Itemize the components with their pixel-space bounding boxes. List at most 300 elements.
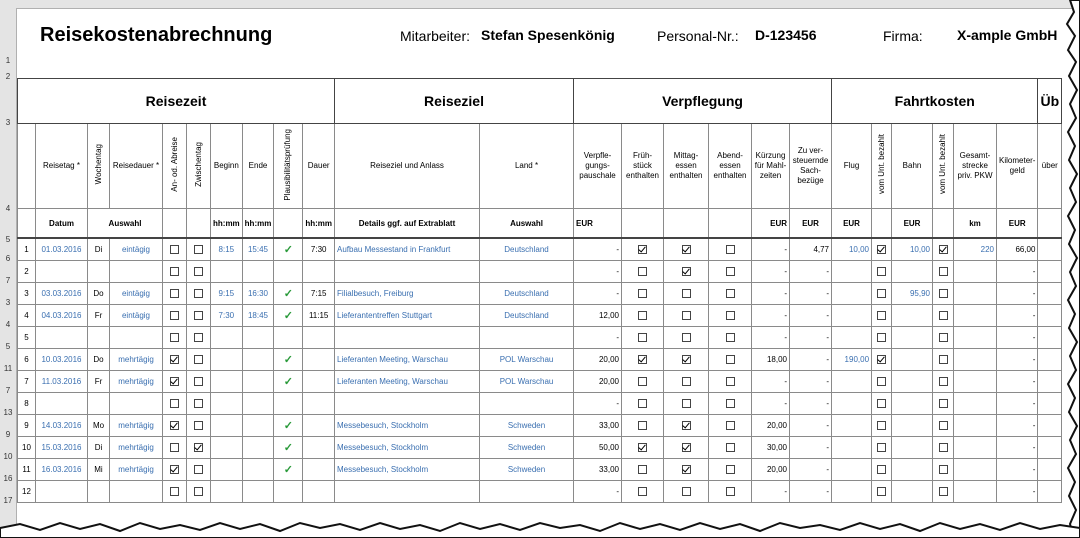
fruehstueck-checkbox[interactable] — [638, 245, 647, 254]
abendessen-cell[interactable] — [709, 481, 752, 503]
beginn-cell[interactable] — [211, 327, 243, 349]
beginn-cell[interactable]: 7:30 — [211, 305, 243, 327]
an-abreise-checkbox[interactable] — [170, 487, 179, 496]
company-name[interactable]: X-ample GmbH — [957, 27, 1058, 43]
row-number[interactable]: 7 — [5, 386, 11, 395]
zwischentag-cell[interactable] — [187, 349, 211, 371]
beginn-cell[interactable] — [211, 349, 243, 371]
zwischentag-checkbox[interactable] — [194, 333, 203, 342]
zwischentag-cell[interactable] — [187, 283, 211, 305]
abendessen-checkbox[interactable] — [726, 267, 735, 276]
abendessen-checkbox[interactable] — [726, 245, 735, 254]
abendessen-checkbox[interactable] — [726, 311, 735, 320]
flug-bezahlt-checkbox[interactable] — [877, 289, 886, 298]
flug-bezahlt-cell[interactable] — [872, 481, 892, 503]
bahn-bezahlt-cell[interactable] — [933, 349, 954, 371]
pkw-km-cell[interactable] — [954, 283, 997, 305]
an-abreise-cell[interactable] — [163, 437, 187, 459]
pkw-km-cell[interactable] — [954, 393, 997, 415]
reisedauer-cell[interactable]: mehrtägig — [110, 349, 163, 371]
pkw-km-cell[interactable] — [954, 437, 997, 459]
mittagessen-cell[interactable] — [664, 349, 709, 371]
bahn-bezahlt-checkbox[interactable] — [939, 245, 948, 254]
ende-cell[interactable] — [242, 415, 274, 437]
flug-bezahlt-cell[interactable] — [872, 459, 892, 481]
abendessen-cell[interactable] — [709, 261, 752, 283]
fruehstueck-cell[interactable] — [622, 283, 664, 305]
fruehstueck-cell[interactable] — [622, 371, 664, 393]
mittagessen-checkbox[interactable] — [682, 289, 691, 298]
bahn-bezahlt-cell[interactable] — [933, 437, 954, 459]
abendessen-checkbox[interactable] — [726, 355, 735, 364]
zwischentag-checkbox[interactable] — [194, 487, 203, 496]
beginn-cell[interactable] — [211, 415, 243, 437]
land-cell[interactable]: Deutschland — [480, 305, 574, 327]
pkw-km-cell[interactable] — [954, 305, 997, 327]
reiseziel-cell[interactable] — [335, 481, 480, 503]
an-abreise-cell[interactable] — [163, 327, 187, 349]
land-cell[interactable] — [480, 481, 574, 503]
bahn-bezahlt-cell[interactable] — [933, 305, 954, 327]
an-abreise-checkbox[interactable] — [170, 333, 179, 342]
abendessen-cell[interactable] — [709, 238, 752, 261]
land-cell[interactable] — [480, 261, 574, 283]
reisedauer-cell[interactable]: eintägig — [110, 305, 163, 327]
mittagessen-checkbox[interactable] — [682, 487, 691, 496]
ende-cell[interactable]: 18:45 — [242, 305, 274, 327]
abendessen-cell[interactable] — [709, 459, 752, 481]
an-abreise-cell[interactable] — [163, 283, 187, 305]
bahn-cell[interactable] — [892, 393, 933, 415]
abendessen-cell[interactable] — [709, 415, 752, 437]
zwischentag-checkbox[interactable] — [194, 465, 203, 474]
flug-bezahlt-checkbox[interactable] — [877, 465, 886, 474]
flug-cell[interactable] — [832, 415, 872, 437]
zwischentag-checkbox[interactable] — [194, 377, 203, 386]
bahn-cell[interactable] — [892, 349, 933, 371]
bahn-cell[interactable] — [892, 261, 933, 283]
flug-bezahlt-checkbox[interactable] — [877, 355, 886, 364]
reisedauer-cell[interactable]: eintägig — [110, 283, 163, 305]
mittagessen-cell[interactable] — [664, 393, 709, 415]
fruehstueck-checkbox[interactable] — [638, 333, 647, 342]
reisedauer-cell[interactable] — [110, 393, 163, 415]
bahn-bezahlt-checkbox[interactable] — [939, 487, 948, 496]
row-number[interactable]: 9 — [5, 430, 11, 439]
bahn-bezahlt-checkbox[interactable] — [939, 333, 948, 342]
ende-cell[interactable] — [242, 459, 274, 481]
zwischentag-cell[interactable] — [187, 327, 211, 349]
flug-bezahlt-checkbox[interactable] — [877, 311, 886, 320]
row-number[interactable]: 10 — [3, 452, 13, 461]
ende-cell[interactable] — [242, 371, 274, 393]
reisetag-cell[interactable]: 15.03.2016 — [36, 437, 88, 459]
beginn-cell[interactable]: 9:15 — [211, 283, 243, 305]
reisedauer-cell[interactable] — [110, 481, 163, 503]
flug-bezahlt-checkbox[interactable] — [877, 443, 886, 452]
zwischentag-checkbox[interactable] — [194, 289, 203, 298]
zwischentag-cell[interactable] — [187, 437, 211, 459]
land-cell[interactable]: POL Warschau — [480, 371, 574, 393]
zwischentag-cell[interactable] — [187, 305, 211, 327]
land-cell[interactable]: Schweden — [480, 415, 574, 437]
abendessen-checkbox[interactable] — [726, 289, 735, 298]
reisedauer-cell[interactable]: mehrtägig — [110, 415, 163, 437]
personnel-number[interactable]: D-123456 — [755, 27, 817, 43]
ende-cell[interactable] — [242, 437, 274, 459]
employee-name[interactable]: Stefan Spesenkönig — [481, 27, 615, 43]
row-number[interactable]: 17 — [3, 496, 13, 505]
bahn-cell[interactable]: 95,90 — [892, 283, 933, 305]
bahn-bezahlt-checkbox[interactable] — [939, 465, 948, 474]
mittagessen-cell[interactable] — [664, 371, 709, 393]
ende-cell[interactable] — [242, 349, 274, 371]
reisetag-cell[interactable]: 01.03.2016 — [36, 238, 88, 261]
beginn-cell[interactable] — [211, 371, 243, 393]
zwischentag-cell[interactable] — [187, 481, 211, 503]
reisetag-cell[interactable]: 11.03.2016 — [36, 371, 88, 393]
fruehstueck-cell[interactable] — [622, 261, 664, 283]
bahn-bezahlt-checkbox[interactable] — [939, 289, 948, 298]
abendessen-cell[interactable] — [709, 327, 752, 349]
an-abreise-checkbox[interactable] — [170, 289, 179, 298]
land-cell[interactable]: Schweden — [480, 459, 574, 481]
flug-bezahlt-checkbox[interactable] — [877, 399, 886, 408]
reiseziel-cell[interactable]: Aufbau Messestand in Frankfurt — [335, 238, 480, 261]
pkw-km-cell[interactable] — [954, 459, 997, 481]
an-abreise-cell[interactable] — [163, 305, 187, 327]
flug-bezahlt-cell[interactable] — [872, 305, 892, 327]
zwischentag-cell[interactable] — [187, 415, 211, 437]
reiseziel-cell[interactable]: Lieferantentreffen Stuttgart — [335, 305, 480, 327]
an-abreise-checkbox[interactable] — [170, 443, 179, 452]
abendessen-cell[interactable] — [709, 393, 752, 415]
reisetag-cell[interactable]: 10.03.2016 — [36, 349, 88, 371]
an-abreise-cell[interactable] — [163, 261, 187, 283]
zwischentag-checkbox[interactable] — [194, 443, 203, 452]
an-abreise-checkbox[interactable] — [170, 267, 179, 276]
reiseziel-cell[interactable] — [335, 393, 480, 415]
flug-cell[interactable] — [832, 371, 872, 393]
bahn-bezahlt-cell[interactable] — [933, 371, 954, 393]
flug-bezahlt-checkbox[interactable] — [877, 377, 886, 386]
an-abreise-checkbox[interactable] — [170, 465, 179, 474]
zwischentag-checkbox[interactable] — [194, 355, 203, 364]
abendessen-checkbox[interactable] — [726, 377, 735, 386]
mittagessen-cell[interactable] — [664, 437, 709, 459]
row-number[interactable]: 4 — [5, 320, 11, 329]
flug-bezahlt-cell[interactable] — [872, 371, 892, 393]
flug-bezahlt-cell[interactable] — [872, 283, 892, 305]
an-abreise-cell[interactable] — [163, 349, 187, 371]
ende-cell[interactable] — [242, 393, 274, 415]
row-number[interactable]: 5 — [5, 342, 11, 351]
reiseziel-cell[interactable]: Messebesuch, Stockholm — [335, 437, 480, 459]
fruehstueck-cell[interactable] — [622, 459, 664, 481]
mittagessen-cell[interactable] — [664, 459, 709, 481]
an-abreise-checkbox[interactable] — [170, 421, 179, 430]
flug-bezahlt-checkbox[interactable] — [877, 487, 886, 496]
zwischentag-cell[interactable] — [187, 261, 211, 283]
flug-bezahlt-cell[interactable] — [872, 327, 892, 349]
fruehstueck-checkbox[interactable] — [638, 377, 647, 386]
bahn-bezahlt-cell[interactable] — [933, 459, 954, 481]
fruehstueck-checkbox[interactable] — [638, 421, 647, 430]
land-cell[interactable]: Deutschland — [480, 238, 574, 261]
row-number[interactable]: 11 — [3, 364, 13, 373]
bahn-bezahlt-checkbox[interactable] — [939, 399, 948, 408]
ende-cell[interactable] — [242, 327, 274, 349]
flug-cell[interactable] — [832, 261, 872, 283]
bahn-cell[interactable] — [892, 371, 933, 393]
row-number[interactable]: 1 — [5, 56, 11, 65]
reisetag-cell[interactable]: 16.03.2016 — [36, 459, 88, 481]
bahn-bezahlt-checkbox[interactable] — [939, 377, 948, 386]
bahn-bezahlt-cell[interactable] — [933, 261, 954, 283]
reisedauer-cell[interactable] — [110, 261, 163, 283]
abendessen-checkbox[interactable] — [726, 465, 735, 474]
pkw-km-cell[interactable] — [954, 261, 997, 283]
reisedauer-cell[interactable]: mehrtägig — [110, 459, 163, 481]
pkw-km-cell[interactable] — [954, 415, 997, 437]
mittagessen-cell[interactable] — [664, 305, 709, 327]
flug-cell[interactable]: 190,00 — [832, 349, 872, 371]
mittagessen-cell[interactable] — [664, 283, 709, 305]
bahn-cell[interactable] — [892, 327, 933, 349]
ende-cell[interactable]: 16:30 — [242, 283, 274, 305]
bahn-bezahlt-checkbox[interactable] — [939, 355, 948, 364]
land-cell[interactable]: Deutschland — [480, 283, 574, 305]
pkw-km-cell[interactable]: 220 — [954, 238, 997, 261]
flug-bezahlt-checkbox[interactable] — [877, 333, 886, 342]
mittagessen-checkbox[interactable] — [682, 355, 691, 364]
flug-bezahlt-cell[interactable] — [872, 238, 892, 261]
an-abreise-cell[interactable] — [163, 459, 187, 481]
zwischentag-cell[interactable] — [187, 393, 211, 415]
reisetag-cell[interactable]: 14.03.2016 — [36, 415, 88, 437]
bahn-bezahlt-checkbox[interactable] — [939, 311, 948, 320]
mittagessen-checkbox[interactable] — [682, 311, 691, 320]
pkw-km-cell[interactable] — [954, 481, 997, 503]
an-abreise-checkbox[interactable] — [170, 355, 179, 364]
row-header-bar[interactable] — [0, 8, 17, 538]
fruehstueck-cell[interactable] — [622, 238, 664, 261]
reiseziel-cell[interactable] — [335, 327, 480, 349]
kilometergeld-cell: - — [997, 481, 1038, 503]
zwischentag-checkbox[interactable] — [194, 399, 203, 408]
reiseziel-cell[interactable]: Messebesuch, Stockholm — [335, 415, 480, 437]
fruehstueck-cell[interactable] — [622, 437, 664, 459]
reisetag-cell[interactable] — [36, 327, 88, 349]
zwischentag-cell[interactable] — [187, 371, 211, 393]
ende-cell[interactable]: 15:45 — [242, 238, 274, 261]
abendessen-cell[interactable] — [709, 371, 752, 393]
fruehstueck-cell[interactable] — [622, 349, 664, 371]
an-abreise-checkbox[interactable] — [170, 377, 179, 386]
land-cell[interactable] — [480, 393, 574, 415]
flug-cell[interactable] — [832, 481, 872, 503]
bahn-bezahlt-checkbox[interactable] — [939, 443, 948, 452]
bahn-bezahlt-cell[interactable] — [933, 238, 954, 261]
fruehstueck-cell[interactable] — [622, 305, 664, 327]
flug-bezahlt-cell[interactable] — [872, 261, 892, 283]
reiseziel-cell[interactable]: Lieferanten Meeting, Warschau — [335, 371, 480, 393]
fruehstueck-checkbox[interactable] — [638, 355, 647, 364]
an-abreise-cell[interactable] — [163, 238, 187, 261]
row-number[interactable]: 7 — [5, 276, 11, 285]
flug-cell[interactable] — [832, 283, 872, 305]
zwischentag-checkbox[interactable] — [194, 311, 203, 320]
mittagessen-checkbox[interactable] — [682, 421, 691, 430]
land-cell[interactable] — [480, 327, 574, 349]
an-abreise-cell[interactable] — [163, 371, 187, 393]
ende-cell[interactable] — [242, 481, 274, 503]
reiseziel-cell[interactable]: Filialbesuch, Freiburg — [335, 283, 480, 305]
bahn-bezahlt-cell[interactable] — [933, 283, 954, 305]
reisetag-cell[interactable]: 04.03.2016 — [36, 305, 88, 327]
bahn-bezahlt-cell[interactable] — [933, 393, 954, 415]
mittagessen-checkbox[interactable] — [682, 245, 691, 254]
pkw-km-cell[interactable] — [954, 327, 997, 349]
reisedauer-cell[interactable]: mehrtägig — [110, 437, 163, 459]
abendessen-checkbox[interactable] — [726, 399, 735, 408]
fruehstueck-cell[interactable] — [622, 327, 664, 349]
bahn-bezahlt-cell[interactable] — [933, 481, 954, 503]
fruehstueck-cell[interactable] — [622, 415, 664, 437]
mittagessen-checkbox[interactable] — [682, 267, 691, 276]
bahn-cell[interactable]: 10,00 — [892, 238, 933, 261]
zwischentag-checkbox[interactable] — [194, 267, 203, 276]
flug-cell[interactable] — [832, 393, 872, 415]
flug-cell[interactable] — [832, 327, 872, 349]
reiseziel-cell[interactable]: Messebesuch, Stockholm — [335, 459, 480, 481]
abendessen-cell[interactable] — [709, 305, 752, 327]
bahn-cell[interactable] — [892, 437, 933, 459]
flug-cell[interactable] — [832, 437, 872, 459]
row-number[interactable]: 3 — [5, 118, 11, 127]
reisetag-cell[interactable] — [36, 261, 88, 283]
flug-bezahlt-cell[interactable] — [872, 437, 892, 459]
reisetag-cell[interactable] — [36, 393, 88, 415]
row-number[interactable]: 5 — [5, 235, 11, 244]
flug-cell[interactable] — [832, 459, 872, 481]
fruehstueck-checkbox[interactable] — [638, 443, 647, 452]
abendessen-checkbox[interactable] — [726, 443, 735, 452]
an-abreise-cell[interactable] — [163, 415, 187, 437]
bahn-bezahlt-cell[interactable] — [933, 327, 954, 349]
zwischentag-cell[interactable] — [187, 459, 211, 481]
bahn-cell[interactable] — [892, 415, 933, 437]
mittagessen-checkbox[interactable] — [682, 399, 691, 408]
bahn-bezahlt-checkbox[interactable] — [939, 421, 948, 430]
mittagessen-cell[interactable] — [664, 327, 709, 349]
reisetag-cell[interactable]: 03.03.2016 — [36, 283, 88, 305]
flug-bezahlt-checkbox[interactable] — [877, 245, 886, 254]
abendessen-checkbox[interactable] — [726, 333, 735, 342]
abendessen-cell[interactable] — [709, 283, 752, 305]
flug-bezahlt-cell[interactable] — [872, 393, 892, 415]
abendessen-cell[interactable] — [709, 349, 752, 371]
bahn-cell[interactable] — [892, 481, 933, 503]
mittagessen-checkbox[interactable] — [682, 333, 691, 342]
flug-bezahlt-checkbox[interactable] — [877, 267, 886, 276]
an-abreise-checkbox[interactable] — [170, 311, 179, 320]
beginn-cell[interactable] — [211, 459, 243, 481]
an-abreise-cell[interactable] — [163, 481, 187, 503]
reisedauer-cell[interactable]: mehrtägig — [110, 371, 163, 393]
row-number[interactable]: 13 — [3, 408, 13, 417]
pkw-km-cell[interactable] — [954, 371, 997, 393]
reiseziel-cell[interactable] — [335, 261, 480, 283]
mittagessen-cell[interactable] — [664, 261, 709, 283]
row-number[interactable]: 2 — [5, 72, 11, 81]
zwischentag-cell[interactable] — [187, 238, 211, 261]
bahn-bezahlt-checkbox[interactable] — [939, 267, 948, 276]
reisetag-cell[interactable] — [36, 481, 88, 503]
mittagessen-cell[interactable] — [664, 238, 709, 261]
bahn-cell[interactable] — [892, 305, 933, 327]
an-abreise-checkbox[interactable] — [170, 245, 179, 254]
flug-bezahlt-checkbox[interactable] — [877, 421, 886, 430]
an-abreise-cell[interactable] — [163, 393, 187, 415]
zwischentag-checkbox[interactable] — [194, 245, 203, 254]
mittagessen-cell[interactable] — [664, 415, 709, 437]
row-number[interactable]: 16 — [3, 474, 13, 483]
bahn-cell[interactable] — [892, 459, 933, 481]
flug-cell[interactable]: 10,00 — [832, 238, 872, 261]
reisedauer-cell[interactable] — [110, 327, 163, 349]
flug-bezahlt-cell[interactable] — [872, 415, 892, 437]
fruehstueck-cell[interactable] — [622, 481, 664, 503]
fruehstueck-cell[interactable] — [622, 393, 664, 415]
beginn-cell[interactable] — [211, 393, 243, 415]
mittagessen-checkbox[interactable] — [682, 465, 691, 474]
fruehstueck-checkbox[interactable] — [638, 399, 647, 408]
fruehstueck-checkbox[interactable] — [638, 487, 647, 496]
land-cell[interactable]: POL Warschau — [480, 349, 574, 371]
ende-cell[interactable] — [242, 261, 274, 283]
flug-bezahlt-cell[interactable] — [872, 349, 892, 371]
beginn-cell[interactable]: 8:15 — [211, 238, 243, 261]
beginn-cell[interactable] — [211, 437, 243, 459]
beginn-cell[interactable] — [211, 481, 243, 503]
bahn-bezahlt-cell[interactable] — [933, 415, 954, 437]
row-number[interactable]: 3 — [5, 298, 11, 307]
mittagessen-checkbox[interactable] — [682, 443, 691, 452]
zwischentag-checkbox[interactable] — [194, 421, 203, 430]
beginn-cell[interactable] — [211, 261, 243, 283]
fruehstueck-checkbox[interactable] — [638, 289, 647, 298]
abendessen-checkbox[interactable] — [726, 421, 735, 430]
row-number[interactable]: 6 — [5, 254, 11, 263]
abendessen-cell[interactable] — [709, 437, 752, 459]
an-abreise-checkbox[interactable] — [170, 399, 179, 408]
abendessen-checkbox[interactable] — [726, 487, 735, 496]
reiseziel-cell[interactable]: Lieferanten Meeting, Warschau — [335, 349, 480, 371]
fruehstueck-checkbox[interactable] — [638, 465, 647, 474]
row-number[interactable]: 4 — [5, 204, 11, 213]
fruehstueck-checkbox[interactable] — [638, 267, 647, 276]
reisedauer-cell[interactable]: eintägig — [110, 238, 163, 261]
mittagessen-checkbox[interactable] — [682, 377, 691, 386]
header-bahn-ag — [933, 124, 954, 209]
land-cell[interactable]: Schweden — [480, 437, 574, 459]
fruehstueck-checkbox[interactable] — [638, 311, 647, 320]
column-header-bar[interactable] — [0, 0, 1080, 9]
pkw-km-cell[interactable] — [954, 349, 997, 371]
flug-cell[interactable] — [832, 305, 872, 327]
mittagessen-cell[interactable] — [664, 481, 709, 503]
